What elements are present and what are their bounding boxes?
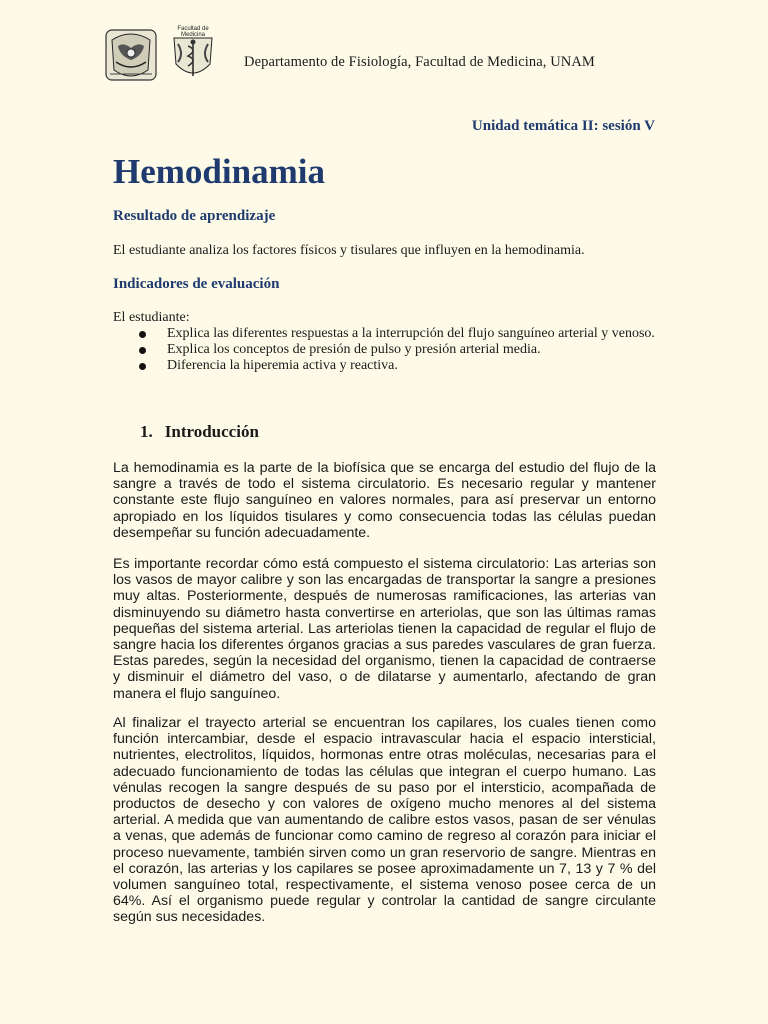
list-item: Explica los conceptos de presión de pulso y presión arterial media. [113,342,658,358]
learning-outcome-heading: Resultado de aprendizaje [113,208,276,224]
bullet-icon [139,347,146,354]
session-label: Unidad temática II: sesión V [471,118,655,134]
bullet-icon [139,363,146,370]
list-item: Diferencia la hiperemia activa y reactiva. [113,358,658,374]
evaluation-intro: El estudiante: [113,310,190,325]
intro-paragraph-2: Es importante recordar cómo está compuesto el sistema circulatorio: Las arterias son los vasos de mayor calibre y son las encargadas de transportar la sangre a presiones muy altas. Posteriormente, después de numerosas ramificaciones, las arterias van disminuyendo su diámetro hasta convertirse en arteriolas, que son las últimas ramas pequeñas del sistema arterial. Las arteriolas tienen la capacidad de regular el flujo de sangre hacia los diferentes órganos gracias a sus paredes vasculares de gran fuerza. Estas paredes, según la necesidad del organismo, tienen la capacidad de contraerse y disminuir el diámetro del vaso, o de dilatarse y aumentarlo, afectando de gran manera el flujo sanguíneo. [113,556,656,702]
learning-outcome-text: El estudiante analiza los factores físicos y tisulares que influyen en la hemodinamia. [113,243,585,258]
intro-paragraph-3: Al finalizar el trayecto arterial se encuentran los capilares, los cuales tienen como función intercambiar, desde el espacio intravascular hacia el espacio intersticial, nutrientes, electrolitos, líquidos, hormonas entre otras moléculas, necesarias para el adecuado funcionamiento de todas las células que integran el cuerpo humano. Las vénulas recogen la sangre después de su paso por el intersticio, acompañada de productos de desecho y con valores de oxígeno mucho menores al del sistema arterial. A medida que van aumentando de calibre estos vasos, pasan de ser vénulas a venas, que además de funcionar como camino de regreso al corazón para iniciar el proceso nuevamente, también sirven como un gran reservorio de sangre. Mientras en el corazón, las arterias y los capilares se posee aproximadamente un 7, 13 y 7 % del volumen sanguíneo total, respectivamente, el sistema venoso posee cerca de un 64%. Así el organismo puede regular y controlar la cantidad de sangre circulante según sus necesidades. [113,715,656,926]
page-title: Hemodinamia [113,152,325,191]
evaluation-heading: Indicadores de evaluación [113,276,280,292]
section-1-title: 1. Introducción [140,422,259,441]
facultad-medicina-label: Facultad de Medicina [177,26,209,38]
list-item: Explica las diferentes respuestas a la interrupción del flujo sanguíneo arterial y venoso. [113,326,658,342]
unam-seal-logo [104,26,158,84]
intro-paragraph-1: La hemodinamia es la parte de la biofísica que se encarga del estudio del flujo de la sangre a través de todo el sistema circulatorio. Es necesario regular y mantener constante este flujo sanguíneo en valores normales, para así preservar un entorno apropiado en los líquidos tisulares y como consecuencia todas las células puedan desempeñar su función adecuadamente. [113,460,656,541]
bullet-icon [139,331,146,338]
evaluation-list [113,326,658,374]
header-logos [104,26,220,84]
unam-seal-icon [104,26,158,84]
department-name: Departamento de Fisiología, Facultad de Medicina, UNAM [244,54,595,70]
facultad-medicina-logo [166,26,220,84]
